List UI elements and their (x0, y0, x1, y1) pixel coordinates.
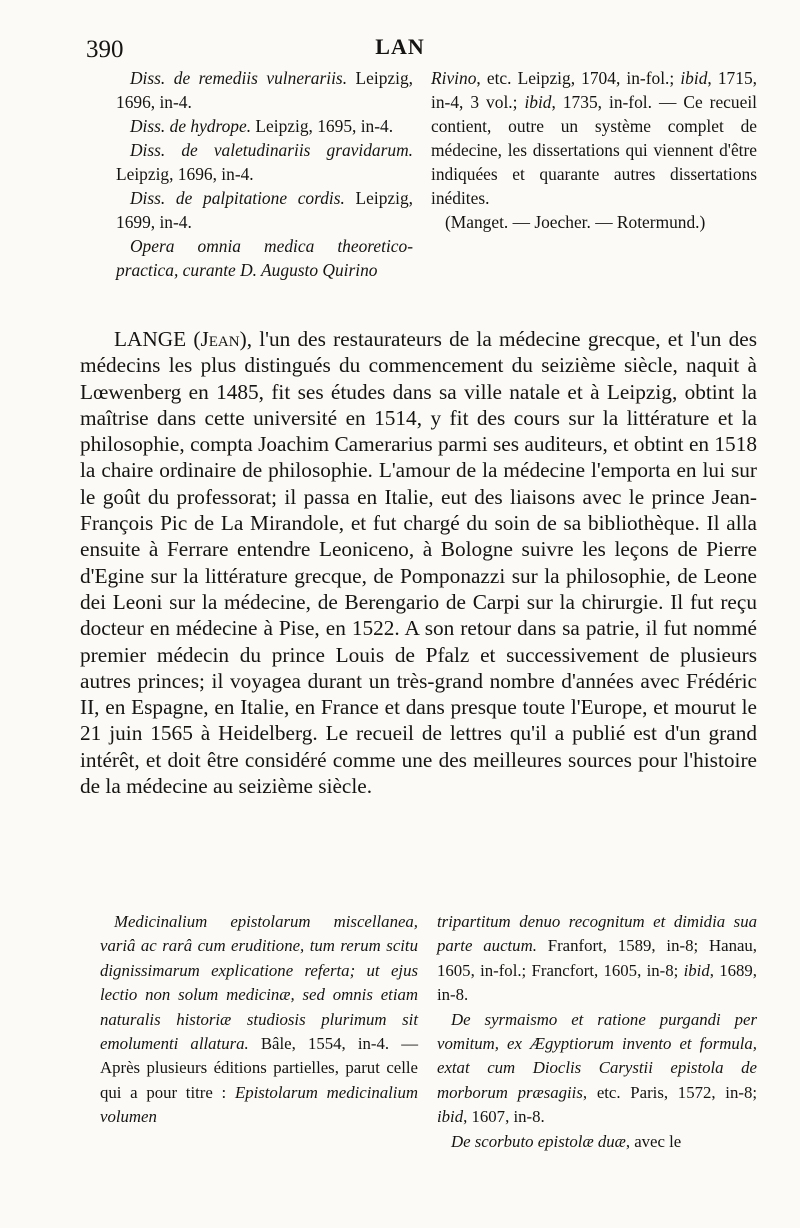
article-name: LANGE (114, 327, 187, 351)
bibliography-continuation (431, 66, 757, 210)
work-title: Diss. de palpitatione cordis. (130, 188, 345, 208)
work-title: Opera omnia medica theoretico-practica, curante D. Augusto Quirino (116, 236, 413, 280)
bibliography-entry (116, 114, 413, 138)
bibliography-entry (116, 234, 413, 282)
bottom-right-column (437, 910, 757, 1154)
work-title: Diss. de remediis vulnerariis. (130, 68, 348, 88)
work-details: Bâle, 1554, in-4. — Après plusieurs éditions partielles, parut celle qui a pour titre : (100, 1034, 419, 1102)
work-details: Franfort, 1589, in-8; Hanau, 1605, in-fol.; Francfort, 1605, in-8; (437, 936, 757, 980)
article-body: , l'un des restaurateurs de la médecine grecque, et l'un des médecins les plus distingués du commencement du seizième siècle, naquit à Lœwenberg en 1485, fit ses études dans sa ville natale et à Leipzig, obtint la maîtrise dans cette université en 1514, y fit des cours sur la littérature et la philosophie, compta Joachim Camerarius parmi ses auditeurs, et obtint en 1518 la chaire ordinaire de philosophie. L'amour de la médecine l'emporta en lui sur le goût du professorat; il passa en Italie, eut des liaisons avec le prince Jean-François Pic de La Mirandole, et fut chargé du soin de sa bibliothèque. Il alla ensuite à Ferrare entendre Leoniceno, à Bologne suivre les leçons de Pierre d'Egine sur la littérature grecque, de Pomponazzi sur la philosophie, de Leone dei Leoni sur la médecine, de Berengario de Carpi sur la chirurgie. Il fut reçu docteur en médecine à Pise, en 1522. A son retour dans sa patrie, il fut nommé premier médecin du prince Louis de Pfalz et successivement de plusieurs autres princes; il voyagea durant un très-grand nombre d'années avec Frédéric II, en Espagne, en Italie, en France et dans presque toute l'Europe, et mourut le 21 juin 1565 à Heidelberg. Le recueil de lettres qu'il a publié est d'un grand intérêt, et doit être considéré comme une des meilleures sources pour l'histoire de la médecine au seizième siècle. (80, 327, 757, 799)
page-number: 390 (86, 36, 124, 63)
ibid-mark: ibid (524, 92, 552, 112)
source-references: (Manget. — Joecher. — Rotermund.) (445, 212, 706, 232)
ibid-mark: ibid (683, 960, 710, 980)
bibliography-continuation (437, 910, 757, 1008)
bibliography-entry (116, 138, 413, 186)
main-article (80, 326, 757, 799)
work-title: Diss. de valetudinariis gravidarum. (130, 140, 413, 160)
work-details: , etc. Paris, 1572, in-8; (582, 1082, 757, 1102)
work-title: Epistolarum medicinalium volumen (100, 1082, 418, 1127)
bibliography-entry (116, 186, 413, 234)
edition-details: , 1715, in-4, 3 vol.; (431, 68, 757, 112)
work-details: Leipzig, 1696, in-4. (116, 68, 413, 112)
work-details: , 1607, in-8. (463, 1107, 545, 1127)
work-details: , avec le (625, 1131, 682, 1151)
bottom-left-column (100, 910, 418, 1130)
edition-details: , etc. Leipzig, 1704, in-fol.; (476, 68, 681, 88)
work-title: tripartitum denuo recognitum et dimidia sua parte auctum. (437, 912, 757, 956)
bibliography-entry (116, 66, 413, 114)
work-title: Medicinalium epistolarum miscellanea, variâ ac rarâ cum eruditione, tum rerum scitu dignissimarum explicatione referta; ut ejus lectio non solum medicinæ, sed omnis etiam naturalis historiæ studiosis plurimum sit emolumenti allatura. (100, 912, 418, 1054)
ibid-mark: ibid (437, 1107, 464, 1127)
work-title: De scorbuto epistolæ duæ (451, 1131, 626, 1151)
ibid-mark: ibid (680, 68, 708, 88)
work-details: Leipzig, 1695, in-4. (251, 116, 394, 136)
work-details: Leipzig, 1696, in-4. (116, 164, 254, 184)
bibliography-entry (437, 1008, 757, 1130)
work-details: Leipzig, 1699, in-4. (116, 188, 413, 232)
running-head: LAN (375, 34, 425, 59)
editor-name: Rivino (431, 68, 477, 88)
work-details: , 1689, in-8. (437, 960, 757, 1005)
top-left-column (116, 66, 413, 282)
edition-details: , 1735, in-fol. — Ce recueil contient, outre un système complet de médecine, les dissertations qui viennent d'être indiquées et quarante autres dissertations inédites. (431, 92, 757, 208)
top-right-column (431, 66, 757, 234)
work-title: Diss. de hydrope. (130, 116, 252, 136)
bibliography-entry (100, 910, 418, 1130)
article-given-name: (Jean) (193, 327, 247, 351)
bibliography-entry (437, 1130, 757, 1154)
work-title: De syrmaismo et ratione purgandi per vomitum, ex Ægyptiorum invento et formula, extat cum Dioclis Carystii epistola de morborum præsagiis (437, 1009, 757, 1102)
